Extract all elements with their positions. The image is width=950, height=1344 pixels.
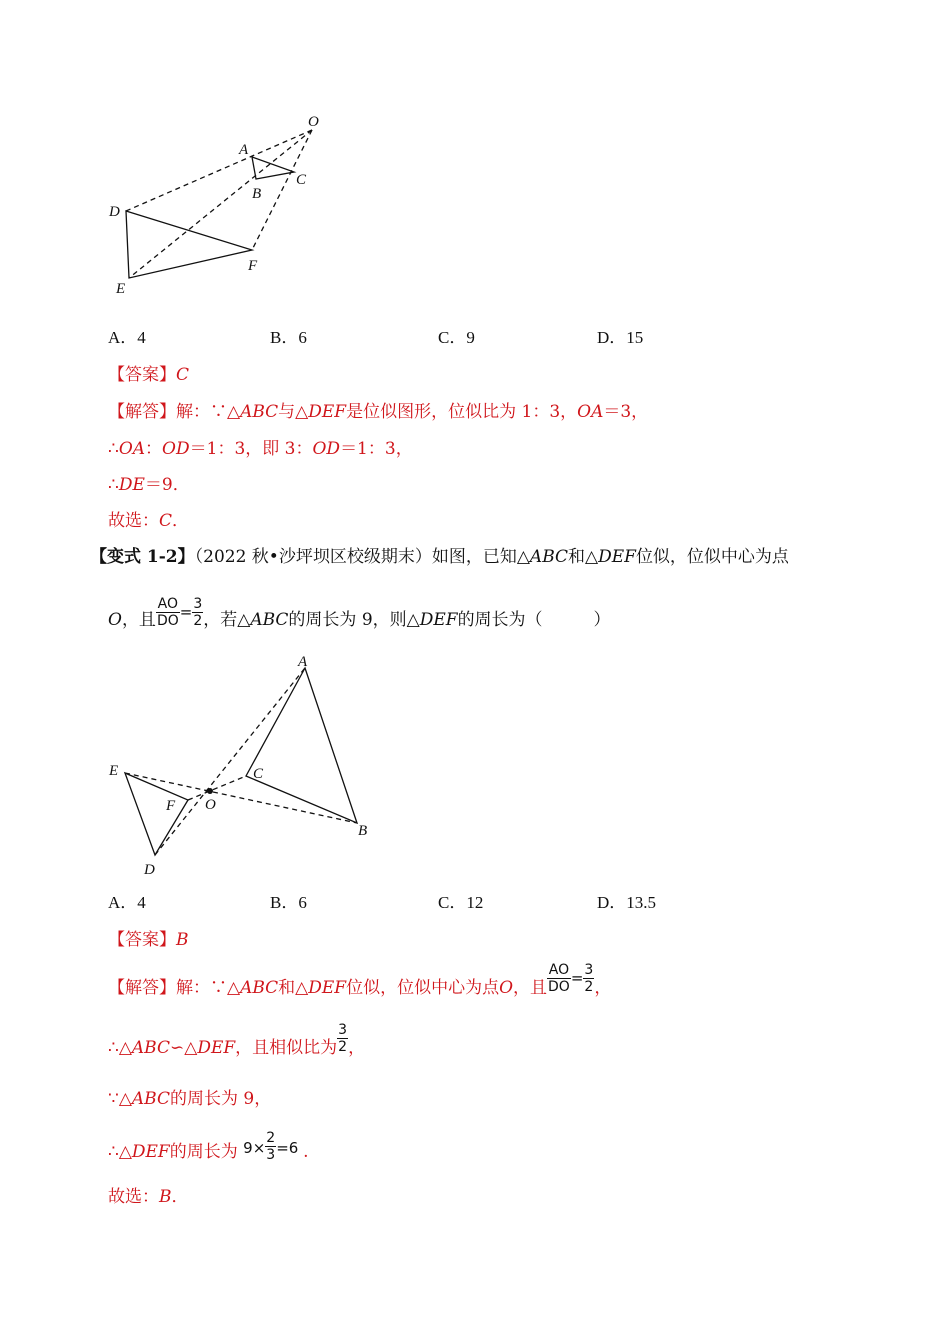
center-point-o (207, 788, 213, 794)
label-a: A (298, 654, 308, 670)
fraction-similarity-ratio: $\frac{3}{2}$ (338, 1022, 348, 1055)
ray-o-e (129, 130, 312, 278)
q2-answer: 【答案】B (108, 930, 189, 950)
q2-title-line-1: 【变式 1-2】（2022 秋•沙坪坝区校级期末）如图，已知△ABC和△DEF位似，位似中心为点 (90, 547, 789, 567)
label-e: E (116, 281, 126, 297)
ray-o-d (126, 130, 312, 211)
ray-e-b (125, 773, 357, 823)
ray-d-a (155, 668, 305, 855)
triangle-abc (252, 157, 294, 179)
triangle-abc (246, 668, 357, 823)
label-a: A (239, 142, 249, 158)
q1-option-c: C．9 (438, 328, 475, 347)
fraction-3-2: $\frac{3}{2}$ (193, 596, 203, 629)
q2-option-b: B．6 (270, 893, 307, 912)
q2-solution-line-3: ∵△ABC的周长为 9， (108, 1089, 272, 1109)
label-e: E (109, 763, 119, 779)
q2-title-line-2: O，且 $\frac{AO}{DO}$ = $\frac{3}{2}$ ，若△ABC的周长为 9，则△DEF的周长为（ ） (108, 596, 611, 630)
label-d: D (109, 204, 120, 220)
triangle-def (125, 773, 188, 855)
q2-solution-line-1: 【解答】解：∵△ABC和△DEF位似，位似中心为点O，且 $\frac{AO}{DO}$ = $\frac{3}{2}$ ， (108, 962, 612, 998)
fraction-3-2: $\frac{3}{2}$ (584, 962, 594, 995)
label-c: C (253, 766, 264, 782)
q2-option-d: D．13.5 (597, 893, 657, 912)
q1-solution-line-3: ∴DE＝9． (108, 475, 190, 495)
label-f: F (166, 798, 176, 814)
label-o: O (308, 114, 319, 130)
calc-expression: 9× $\frac{2}{3}$ =6 (243, 1130, 299, 1163)
q1-option-a: A．4 (108, 328, 146, 347)
q2-solution-line-2: ∴△ABC∽△DEF，且相似比为 $\frac{3}{2}$ ， (108, 1022, 366, 1058)
label-d: D (144, 862, 155, 878)
q2-option-c: C．12 (438, 893, 484, 912)
label-b: B (358, 823, 368, 839)
q1-answer: 【答案】C (108, 365, 190, 385)
label-o: O (205, 797, 216, 813)
figure-2 (100, 650, 390, 885)
q2-choose: 故选：B． (108, 1187, 189, 1207)
fraction-ao-do: $\frac{AO}{DO}$ (548, 962, 570, 995)
label-b: B (252, 186, 262, 202)
q2-solution-line-4: ∴△DEF的周长为 9× $\frac{2}{3}$ =6 . (108, 1130, 309, 1163)
label-c: C (296, 172, 307, 188)
fraction-ao-do: $\frac{AO}{DO}$ (156, 596, 179, 629)
q1-solution-line-1: 【解答】解：∵△ABC与△DEF是位似图形，位似比为 1：3，OA＝3， (108, 402, 649, 422)
q1-option-d: D．15 (597, 328, 644, 347)
triangle-def (126, 211, 252, 278)
q1-solution-line-2: ∴OA：OD＝1：3，即 3：OD＝1：3， (108, 439, 413, 459)
q1-choose: 故选：C． (108, 511, 190, 531)
q2-option-a: A．4 (108, 893, 146, 912)
label-f: F (248, 258, 258, 274)
figure-1 (100, 105, 340, 305)
q1-option-b: B．6 (270, 328, 307, 347)
